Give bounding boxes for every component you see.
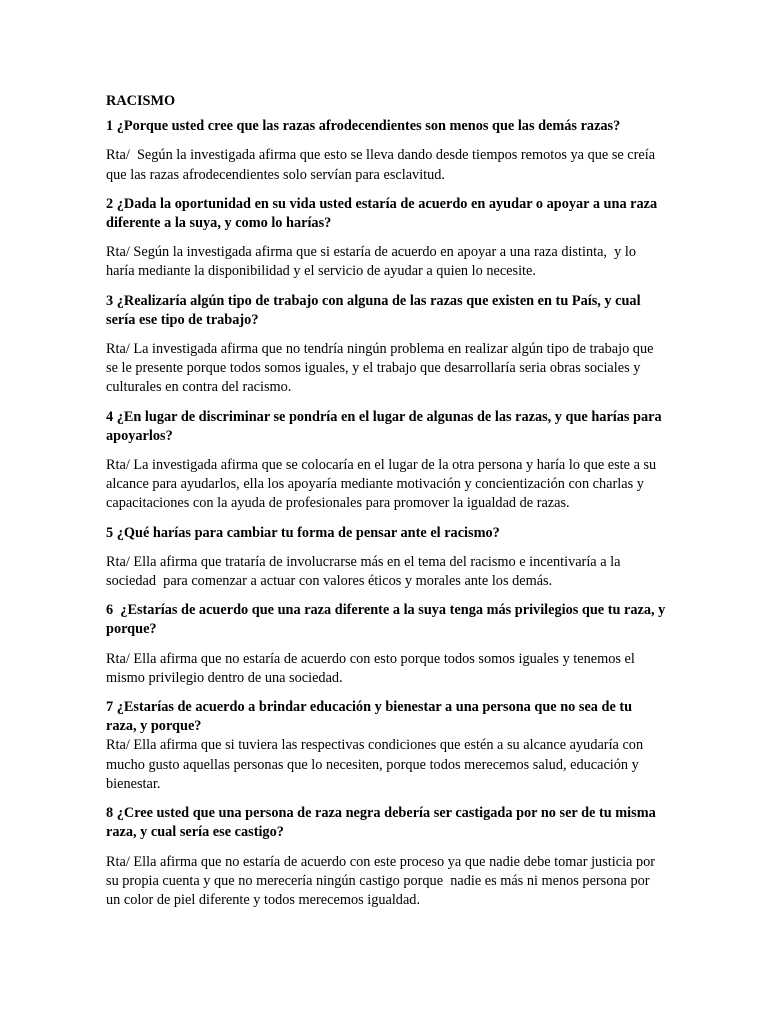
qa-item-6 [106,601,669,688]
answer-6: Rta/ Ella afirma que no estaría de acuerdo con esto porque todos somos iguales y tenemos el mismo privilegio dentro de una sociedad. [106,650,639,686]
qa-item-2 [106,195,666,282]
qa-item-4 [106,408,666,514]
document-title: RACISMO [106,93,176,109]
document-page [106,92,669,920]
question-5: 5 ¿Qué harías para cambiar tu forma de pensar ante el racismo? [106,524,500,541]
answer-3: Rta/ La investigada afirma que no tendría ningún problema en realizar algún tipo de trabajo que se le presente porque todos somos iguales, y el trabajo que desarrollaría seria obras sociales y culturales en contra del racismo. [106,341,658,396]
qa-item-7 [106,698,666,794]
question-3: 3 ¿Realizaría algún tipo de trabajo con alguna de las razas que existen en tu País, y cual sería ese tipo de trabajo? [106,292,645,328]
answer-8: Rta/ Ella afirma que no estaría de acuerdo con este proceso ya que nadie debe tomar justicia por su propia cuenta y que no merecería ningún castigo porque nadie es más ni menos persona por un color de piel diferente y todos merecemos igualdad. [106,853,659,908]
question-8: 8 ¿Cree usted que una persona de raza negra debería ser castigada por no ser de tu misma raza, y cual sería ese castigo? [106,805,660,841]
qa-item-5 [106,524,666,592]
question-2: 2 ¿Dada la oportunidad en su vida usted estaría de acuerdo en ayudar o apoyar a una raza diferente a la suya, y como lo harías? [106,195,661,232]
qa-item-3 [106,292,666,398]
answer-1: Rta/ Según la investigada afirma que esto se lleva dando desde tiempos remotos ya que se creía que las razas afrodecendientes solo servían para esclavitud. [106,147,659,183]
qa-item-1 [106,117,666,185]
question-4: 4 ¿En lugar de discriminar se pondría en el lugar de algunas de las razas, y que harías para apoyarlos? [106,408,666,444]
question-6: 6 ¿Estarías de acuerdo que una raza diferente a la suya tenga más privilegios que tu raza, y porque? [106,602,669,638]
answer-7: Rta/ Ella afirma que si tuviera las respectivas condiciones que estén a su alcance ayudaría con mucho gusto aquellas personas que lo necesiten, porque todos merecemos salud, educación y bienestar. [106,737,647,792]
question-1: 1 ¿Porque usted cree que las razas afrodecendientes son menos que las demás razas? [106,118,621,135]
answer-4: Rta/ La investigada afirma que se colocaría en el lugar de la otra persona y haría lo que este a su alcance para ayudarlos, ella los apoyaría mediante motivación y concientización con charlas y capacitaciones con la ayuda de profesionales para promover la igualdad de razas. [106,457,660,512]
answer-5: Rta/ Ella afirma que trataría de involucrarse más en el tema del racismo e incentivaría a la sociedad para comenzar a actuar con valores éticos y morales ante los demás. [106,553,625,590]
question-7: 7 ¿Estarías de acuerdo a brindar educación y bienestar a una persona que no sea de tu raza, y porque? [106,699,636,735]
answer-2: Rta/ Según la investigada afirma que si estaría de acuerdo en apoyar a una raza distinta, y lo haría mediante la disponibilidad y el servicio de ayudar a quien lo necesite. [106,244,640,280]
qa-item-8 [106,804,666,910]
